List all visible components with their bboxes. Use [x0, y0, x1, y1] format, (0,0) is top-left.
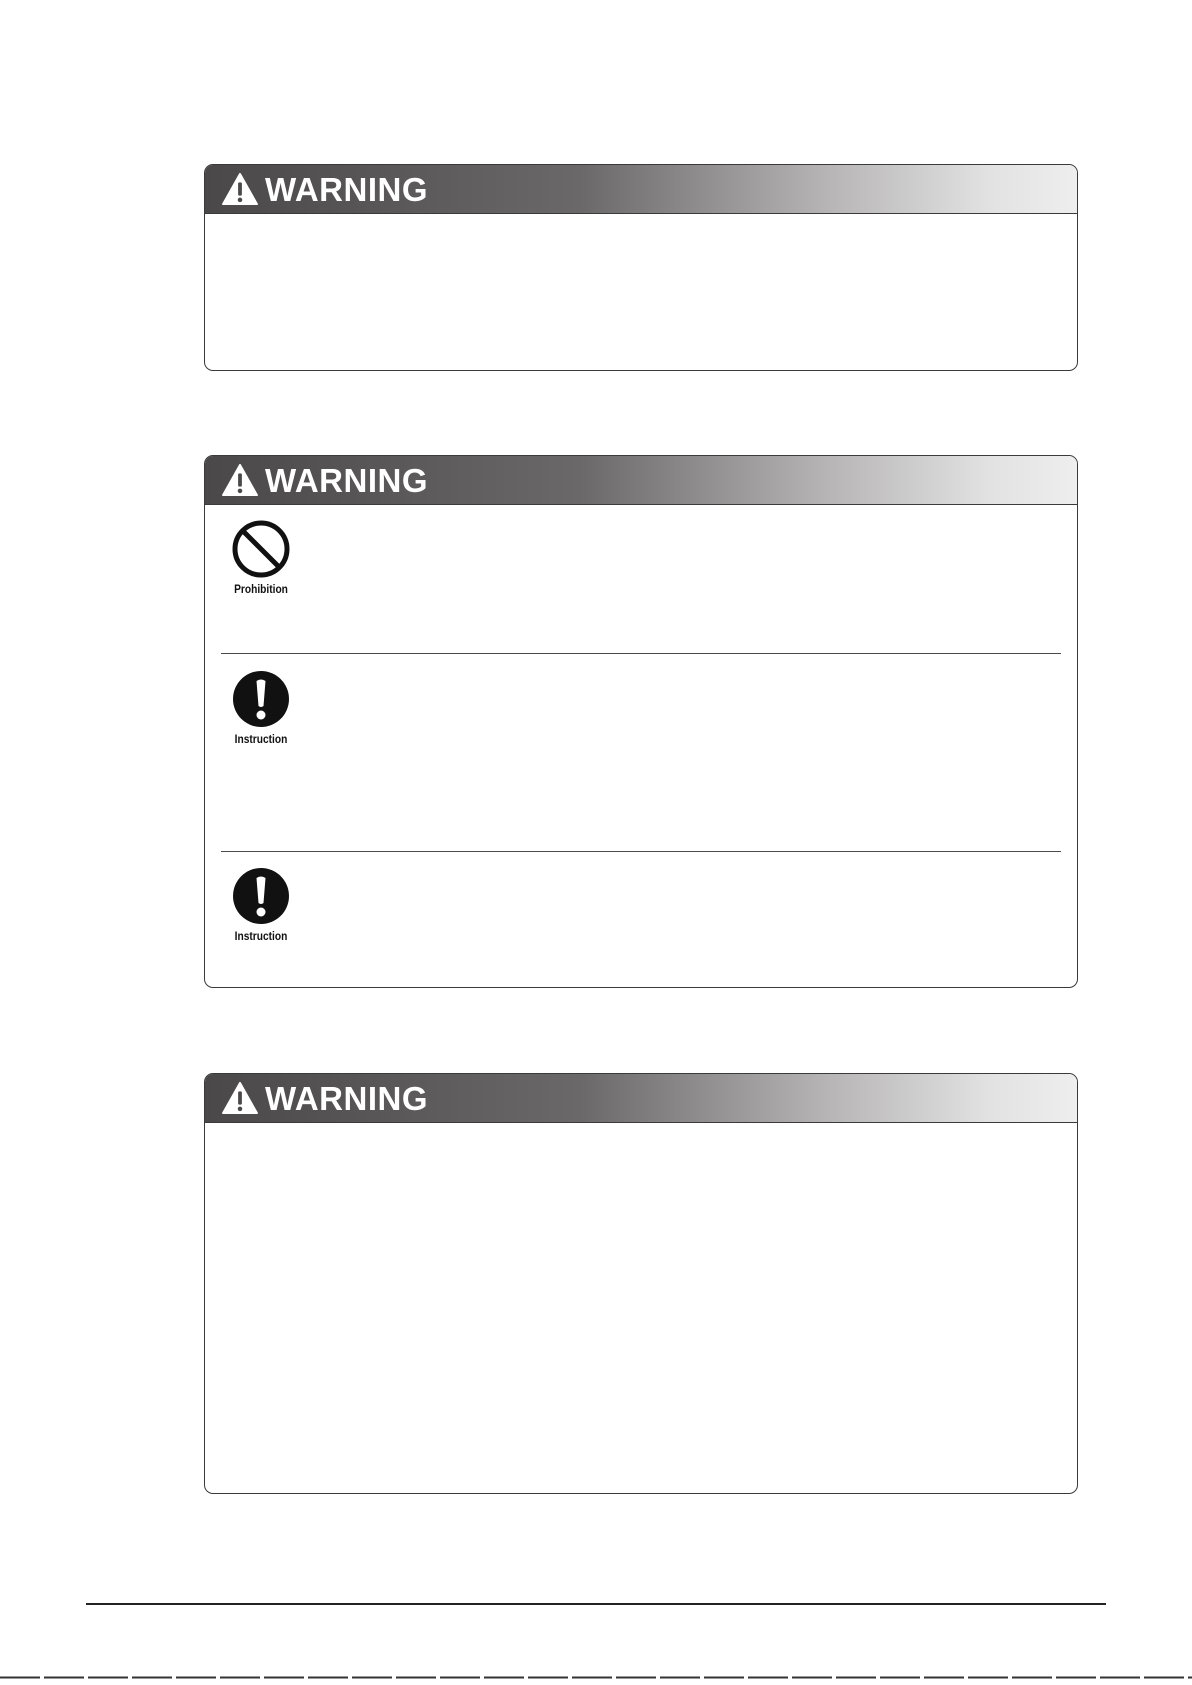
prohibition-icon: [231, 519, 291, 579]
crop-marks: [0, 1676, 1192, 1679]
warning-box-1: [204, 164, 1078, 371]
warning-triangle-icon: [221, 1081, 259, 1115]
warning-header: [205, 1074, 1077, 1123]
footer-rule: [86, 1603, 1106, 1605]
prohibition-label: Prohibition: [234, 582, 288, 596]
warning-row-prohibition: [205, 505, 1077, 655]
instruction-icon: [231, 669, 291, 729]
instruction-icon: [231, 866, 291, 926]
warning-header: [205, 165, 1077, 214]
warning-row-instruction: [205, 654, 1077, 852]
warning-title: WARNING: [265, 461, 428, 499]
warning-title: WARNING: [265, 1079, 428, 1117]
instruction-label: Instruction: [234, 732, 288, 746]
instruction-label: Instruction: [234, 929, 288, 943]
warning-triangle-icon: [221, 172, 259, 206]
warning-row-instruction: [205, 852, 1077, 987]
row-icon: [225, 519, 297, 596]
warning-header: [205, 456, 1077, 505]
warning-title: WARNING: [265, 170, 428, 208]
warning-box-2: [204, 455, 1078, 988]
warning-triangle-icon: [221, 463, 259, 497]
row-icon: [225, 669, 297, 746]
row-icon: [225, 866, 297, 943]
warning-box-3: [204, 1073, 1078, 1494]
